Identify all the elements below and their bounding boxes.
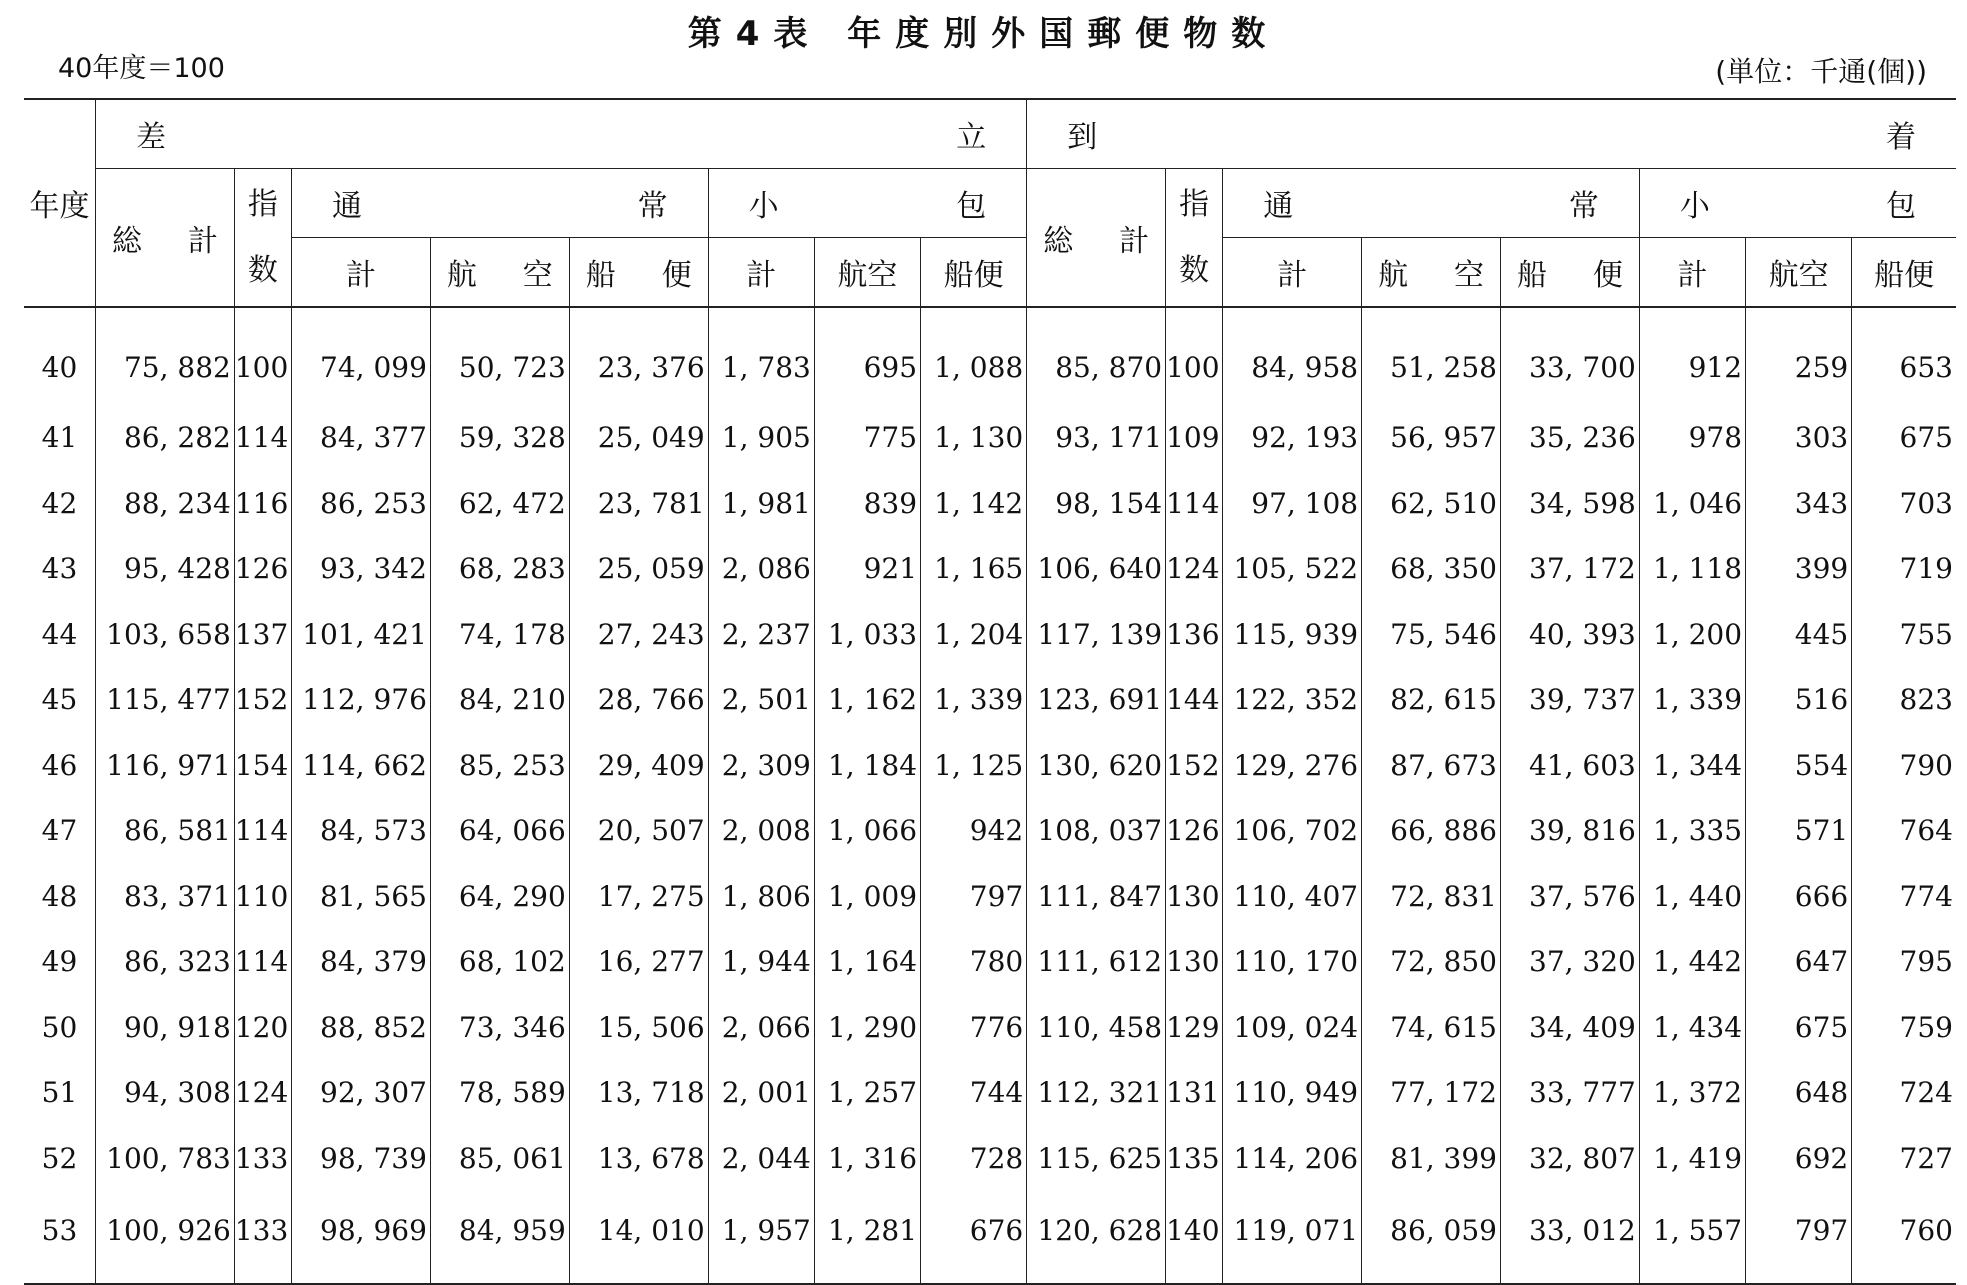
value-cell: 88, 234 bbox=[95, 471, 234, 537]
header-row-3 bbox=[24, 238, 1956, 308]
value-cell: 1, 957 bbox=[708, 1191, 814, 1284]
value-cell: 2, 044 bbox=[708, 1126, 814, 1192]
base-year-note: 40年度＝100 bbox=[58, 53, 225, 84]
received-ordinary-header: 通 常 bbox=[1223, 169, 1640, 238]
value-cell: 675 bbox=[1746, 995, 1852, 1061]
year-cell: 52 bbox=[41, 1141, 78, 1175]
value-cell: 137 bbox=[234, 602, 291, 668]
value-cell: 23, 376 bbox=[569, 307, 708, 405]
sent-index-header bbox=[234, 169, 291, 308]
received-ordinary-sea-header: 船 便 bbox=[1501, 238, 1640, 308]
received-parcel-subtotal-header: 計 bbox=[1639, 238, 1745, 308]
received-index-header bbox=[1166, 169, 1223, 308]
value-cell: 695 bbox=[814, 307, 920, 405]
value-cell: 2, 309 bbox=[708, 733, 814, 799]
value-cell: 144 bbox=[1166, 667, 1223, 733]
sent-ordinary-air-header: 航 空 bbox=[430, 238, 569, 308]
value-cell: 100 bbox=[234, 307, 291, 405]
value-cell: 100, 783 bbox=[95, 1126, 234, 1192]
value-cell: 84, 573 bbox=[292, 798, 431, 864]
value-cell: 1, 009 bbox=[814, 864, 920, 930]
value-cell: 2, 237 bbox=[708, 602, 814, 668]
value-cell: 27, 243 bbox=[569, 602, 708, 668]
sent-header: 差 立 bbox=[95, 99, 1026, 169]
table-row bbox=[24, 405, 1956, 471]
value-cell: 124 bbox=[234, 1060, 291, 1126]
value-cell: 33, 700 bbox=[1501, 307, 1640, 405]
table-row bbox=[24, 602, 1956, 668]
value-cell: 1, 316 bbox=[814, 1126, 920, 1192]
value-cell: 68, 350 bbox=[1362, 536, 1501, 602]
received-total-header: 総 計 bbox=[1027, 169, 1166, 308]
value-cell: 103, 658 bbox=[95, 602, 234, 668]
value-cell: 74, 178 bbox=[430, 602, 569, 668]
value-cell: 108, 037 bbox=[1027, 798, 1166, 864]
table-row bbox=[24, 471, 1956, 537]
value-cell: 647 bbox=[1746, 929, 1852, 995]
received-parcel-air-header: 航空 bbox=[1746, 238, 1852, 308]
year-cell: 43 bbox=[41, 552, 78, 586]
received-ordinary-subtotal-header: 計 bbox=[1223, 238, 1362, 308]
value-cell: 92, 193 bbox=[1223, 405, 1362, 471]
value-cell: 37, 576 bbox=[1501, 864, 1640, 930]
value-cell: 1, 440 bbox=[1639, 864, 1745, 930]
value-cell: 1, 905 bbox=[708, 405, 814, 471]
header-row-2 bbox=[24, 169, 1956, 238]
sent-parcel-sea-header: 船便 bbox=[921, 238, 1027, 308]
value-cell: 912 bbox=[1639, 307, 1745, 405]
value-cell: 81, 399 bbox=[1362, 1126, 1501, 1192]
page-title: 第4表 年度別外国郵便物数 bbox=[687, 14, 1280, 54]
year-cell: 42 bbox=[41, 486, 78, 520]
index-top-label: 指 bbox=[1179, 186, 1210, 222]
value-cell: 724 bbox=[1852, 1060, 1956, 1126]
value-cell: 152 bbox=[234, 667, 291, 733]
value-cell: 72, 850 bbox=[1362, 929, 1501, 995]
table-row bbox=[24, 1060, 1956, 1126]
value-cell: 303 bbox=[1746, 405, 1852, 471]
value-cell: 1, 033 bbox=[814, 602, 920, 668]
unit-note: (単位：千通(個)) bbox=[1715, 55, 1927, 88]
value-cell: 75, 546 bbox=[1362, 602, 1501, 668]
value-cell: 130 bbox=[1166, 864, 1223, 930]
value-cell: 39, 737 bbox=[1501, 667, 1640, 733]
value-cell: 1, 339 bbox=[1639, 667, 1745, 733]
value-cell: 1, 442 bbox=[1639, 929, 1745, 995]
value-cell: 1, 944 bbox=[708, 929, 814, 995]
sent-parcel-header: 小 包 bbox=[708, 169, 1027, 238]
value-cell: 154 bbox=[234, 733, 291, 799]
value-cell: 1, 162 bbox=[814, 667, 920, 733]
value-cell: 101, 421 bbox=[292, 602, 431, 668]
value-cell: 1, 372 bbox=[1639, 1060, 1745, 1126]
value-cell: 86, 323 bbox=[95, 929, 234, 995]
value-cell: 727 bbox=[1852, 1126, 1956, 1192]
received-ordinary-air-header: 航 空 bbox=[1362, 238, 1501, 308]
value-cell: 84, 959 bbox=[430, 1191, 569, 1284]
value-cell: 106, 640 bbox=[1027, 536, 1166, 602]
value-cell: 86, 282 bbox=[95, 405, 234, 471]
value-cell: 114, 206 bbox=[1223, 1126, 1362, 1192]
value-cell: 110, 949 bbox=[1223, 1060, 1362, 1126]
received-parcel-header: 小 包 bbox=[1639, 169, 1956, 238]
value-cell: 259 bbox=[1746, 307, 1852, 405]
value-cell: 68, 102 bbox=[430, 929, 569, 995]
value-cell: 56, 957 bbox=[1362, 405, 1501, 471]
value-cell: 1, 344 bbox=[1639, 733, 1745, 799]
value-cell: 978 bbox=[1639, 405, 1745, 471]
value-cell: 86, 059 bbox=[1362, 1191, 1501, 1284]
value-cell: 50, 723 bbox=[430, 307, 569, 405]
year-cell: 41 bbox=[41, 421, 78, 455]
value-cell: 88, 852 bbox=[292, 995, 431, 1061]
value-cell: 1, 142 bbox=[921, 471, 1027, 537]
value-cell: 34, 598 bbox=[1501, 471, 1640, 537]
value-cell: 445 bbox=[1746, 602, 1852, 668]
value-cell: 100 bbox=[1166, 307, 1223, 405]
value-cell: 1, 164 bbox=[814, 929, 920, 995]
value-cell: 37, 172 bbox=[1501, 536, 1640, 602]
index-top-label: 指 bbox=[247, 186, 278, 222]
value-cell: 1, 130 bbox=[921, 405, 1027, 471]
year-cell: 44 bbox=[41, 617, 78, 651]
value-cell: 120 bbox=[234, 995, 291, 1061]
value-cell: 97, 108 bbox=[1223, 471, 1362, 537]
value-cell: 35, 236 bbox=[1501, 405, 1640, 471]
value-cell: 20, 507 bbox=[569, 798, 708, 864]
year-cell: 47 bbox=[41, 814, 78, 848]
value-cell: 110, 458 bbox=[1027, 995, 1166, 1061]
value-cell: 74, 099 bbox=[292, 307, 431, 405]
table-row bbox=[24, 667, 1956, 733]
value-cell: 1, 434 bbox=[1639, 995, 1745, 1061]
value-cell: 760 bbox=[1852, 1191, 1956, 1284]
value-cell: 1, 204 bbox=[921, 602, 1027, 668]
value-cell: 98, 739 bbox=[292, 1126, 431, 1192]
value-cell: 343 bbox=[1746, 471, 1852, 537]
value-cell: 1, 118 bbox=[1639, 536, 1745, 602]
value-cell: 797 bbox=[1746, 1191, 1852, 1284]
value-cell: 2, 501 bbox=[708, 667, 814, 733]
value-cell: 114, 662 bbox=[292, 733, 431, 799]
value-cell: 1, 290 bbox=[814, 995, 920, 1061]
table-row bbox=[24, 733, 1956, 799]
value-cell: 111, 847 bbox=[1027, 864, 1166, 930]
value-cell: 32, 807 bbox=[1501, 1126, 1640, 1192]
value-cell: 110 bbox=[234, 864, 291, 930]
value-cell: 1, 557 bbox=[1639, 1191, 1745, 1284]
value-cell: 676 bbox=[921, 1191, 1027, 1284]
value-cell: 62, 510 bbox=[1362, 471, 1501, 537]
value-cell: 126 bbox=[1166, 798, 1223, 864]
value-cell: 780 bbox=[921, 929, 1027, 995]
value-cell: 1, 125 bbox=[921, 733, 1027, 799]
value-cell: 122, 352 bbox=[1223, 667, 1362, 733]
value-cell: 39, 816 bbox=[1501, 798, 1640, 864]
value-cell: 1, 165 bbox=[921, 536, 1027, 602]
value-cell: 571 bbox=[1746, 798, 1852, 864]
value-cell: 399 bbox=[1746, 536, 1852, 602]
value-cell: 105, 522 bbox=[1223, 536, 1362, 602]
value-cell: 131 bbox=[1166, 1060, 1223, 1126]
table-row bbox=[24, 798, 1956, 864]
value-cell: 110, 170 bbox=[1223, 929, 1362, 995]
value-cell: 790 bbox=[1852, 733, 1956, 799]
value-cell: 16, 277 bbox=[569, 929, 708, 995]
value-cell: 1, 783 bbox=[708, 307, 814, 405]
value-cell: 85, 061 bbox=[430, 1126, 569, 1192]
value-cell: 115, 939 bbox=[1223, 602, 1362, 668]
value-cell: 15, 506 bbox=[569, 995, 708, 1061]
value-cell: 115, 477 bbox=[95, 667, 234, 733]
value-cell: 152 bbox=[1166, 733, 1223, 799]
value-cell: 110, 407 bbox=[1223, 864, 1362, 930]
value-cell: 648 bbox=[1746, 1060, 1852, 1126]
value-cell: 59, 328 bbox=[430, 405, 569, 471]
value-cell: 116 bbox=[234, 471, 291, 537]
value-cell: 124 bbox=[1166, 536, 1223, 602]
value-cell: 133 bbox=[234, 1191, 291, 1284]
value-cell: 17, 275 bbox=[569, 864, 708, 930]
value-cell: 86, 253 bbox=[292, 471, 431, 537]
value-cell: 728 bbox=[921, 1126, 1027, 1192]
header-row-1 bbox=[24, 99, 1956, 169]
value-cell: 85, 253 bbox=[430, 733, 569, 799]
value-cell: 921 bbox=[814, 536, 920, 602]
foreign-mail-table bbox=[24, 98, 1956, 1285]
value-cell: 25, 049 bbox=[569, 405, 708, 471]
value-cell: 114 bbox=[234, 405, 291, 471]
value-cell: 666 bbox=[1746, 864, 1852, 930]
value-cell: 98, 154 bbox=[1027, 471, 1166, 537]
sent-total-header: 総 計 bbox=[95, 169, 234, 308]
value-cell: 37, 320 bbox=[1501, 929, 1640, 995]
index-bottom-label: 数 bbox=[1179, 252, 1210, 288]
table-row bbox=[24, 1126, 1956, 1192]
value-cell: 1, 419 bbox=[1639, 1126, 1745, 1192]
value-cell: 795 bbox=[1852, 929, 1956, 995]
value-cell: 64, 290 bbox=[430, 864, 569, 930]
sent-ordinary-header: 通 常 bbox=[292, 169, 709, 238]
value-cell: 554 bbox=[1746, 733, 1852, 799]
value-cell: 1, 806 bbox=[708, 864, 814, 930]
value-cell: 112, 321 bbox=[1027, 1060, 1166, 1126]
value-cell: 41, 603 bbox=[1501, 733, 1640, 799]
value-cell: 130, 620 bbox=[1027, 733, 1166, 799]
value-cell: 62, 472 bbox=[430, 471, 569, 537]
value-cell: 78, 589 bbox=[430, 1060, 569, 1126]
value-cell: 100, 926 bbox=[95, 1191, 234, 1284]
value-cell: 115, 625 bbox=[1027, 1126, 1166, 1192]
sent-parcel-air-header: 航空 bbox=[814, 238, 920, 308]
value-cell: 1, 066 bbox=[814, 798, 920, 864]
value-cell: 13, 718 bbox=[569, 1060, 708, 1126]
value-cell: 114 bbox=[234, 929, 291, 995]
table-row bbox=[24, 929, 1956, 995]
value-cell: 77, 172 bbox=[1362, 1060, 1501, 1126]
value-cell: 1, 184 bbox=[814, 733, 920, 799]
value-cell: 1, 335 bbox=[1639, 798, 1745, 864]
value-cell: 2, 001 bbox=[708, 1060, 814, 1126]
value-cell: 744 bbox=[921, 1060, 1027, 1126]
value-cell: 776 bbox=[921, 995, 1027, 1061]
value-cell: 1, 257 bbox=[814, 1060, 920, 1126]
year-cell: 48 bbox=[41, 879, 78, 913]
table-row bbox=[24, 307, 1956, 405]
value-cell: 84, 958 bbox=[1223, 307, 1362, 405]
value-cell: 120, 628 bbox=[1027, 1191, 1166, 1284]
sent-parcel-subtotal-header: 計 bbox=[708, 238, 814, 308]
value-cell: 2, 086 bbox=[708, 536, 814, 602]
value-cell: 133 bbox=[234, 1126, 291, 1192]
value-cell: 28, 766 bbox=[569, 667, 708, 733]
value-cell: 755 bbox=[1852, 602, 1956, 668]
value-cell: 13, 678 bbox=[569, 1126, 708, 1192]
table-body bbox=[24, 307, 1956, 1284]
value-cell: 1, 200 bbox=[1639, 602, 1745, 668]
value-cell: 764 bbox=[1852, 798, 1956, 864]
sent-ordinary-sea-header: 船 便 bbox=[569, 238, 708, 308]
value-cell: 29, 409 bbox=[569, 733, 708, 799]
value-cell: 40, 393 bbox=[1501, 602, 1640, 668]
value-cell: 123, 691 bbox=[1027, 667, 1166, 733]
year-cell: 45 bbox=[41, 683, 78, 717]
value-cell: 98, 969 bbox=[292, 1191, 431, 1284]
year-cell: 50 bbox=[41, 1010, 78, 1044]
value-cell: 14, 010 bbox=[569, 1191, 708, 1284]
value-cell: 23, 781 bbox=[569, 471, 708, 537]
value-cell: 83, 371 bbox=[95, 864, 234, 930]
value-cell: 64, 066 bbox=[430, 798, 569, 864]
year-cell: 40 bbox=[41, 351, 78, 384]
index-bottom-label: 数 bbox=[247, 252, 278, 288]
value-cell: 73, 346 bbox=[430, 995, 569, 1061]
value-cell: 1, 088 bbox=[921, 307, 1027, 405]
value-cell: 68, 283 bbox=[430, 536, 569, 602]
value-cell: 84, 377 bbox=[292, 405, 431, 471]
received-header: 到 着 bbox=[1027, 99, 1956, 169]
value-cell: 136 bbox=[1166, 602, 1223, 668]
year-cell: 49 bbox=[41, 945, 78, 979]
table-row bbox=[24, 1191, 1956, 1284]
sent-ordinary-subtotal-header: 計 bbox=[292, 238, 431, 308]
value-cell: 93, 171 bbox=[1027, 405, 1166, 471]
value-cell: 119, 071 bbox=[1223, 1191, 1362, 1284]
value-cell: 109, 024 bbox=[1223, 995, 1362, 1061]
value-cell: 1, 981 bbox=[708, 471, 814, 537]
value-cell: 112, 976 bbox=[292, 667, 431, 733]
value-cell: 84, 210 bbox=[430, 667, 569, 733]
value-cell: 130 bbox=[1166, 929, 1223, 995]
year-cell: 53 bbox=[24, 1191, 95, 1284]
value-cell: 75, 882 bbox=[95, 307, 234, 405]
value-cell: 106, 702 bbox=[1223, 798, 1362, 864]
value-cell: 84, 379 bbox=[292, 929, 431, 995]
value-cell: 775 bbox=[814, 405, 920, 471]
value-cell: 140 bbox=[1166, 1191, 1223, 1284]
value-cell: 126 bbox=[234, 536, 291, 602]
value-cell: 93, 342 bbox=[292, 536, 431, 602]
value-cell: 92, 307 bbox=[292, 1060, 431, 1126]
value-cell: 823 bbox=[1852, 667, 1956, 733]
value-cell: 942 bbox=[921, 798, 1027, 864]
value-cell: 129 bbox=[1166, 995, 1223, 1061]
value-cell: 25, 059 bbox=[569, 536, 708, 602]
value-cell: 34, 409 bbox=[1501, 995, 1640, 1061]
value-cell: 516 bbox=[1746, 667, 1852, 733]
value-cell: 117, 139 bbox=[1027, 602, 1166, 668]
table-row bbox=[24, 864, 1956, 930]
value-cell: 85, 870 bbox=[1027, 307, 1166, 405]
value-cell: 759 bbox=[1852, 995, 1956, 1061]
value-cell: 72, 831 bbox=[1362, 864, 1501, 930]
value-cell: 33, 012 bbox=[1501, 1191, 1640, 1284]
value-cell: 116, 971 bbox=[95, 733, 234, 799]
value-cell: 129, 276 bbox=[1223, 733, 1362, 799]
value-cell: 33, 777 bbox=[1501, 1060, 1640, 1126]
year-cell: 46 bbox=[41, 748, 78, 782]
value-cell: 1, 281 bbox=[814, 1191, 920, 1284]
value-cell: 692 bbox=[1746, 1126, 1852, 1192]
value-cell: 2, 066 bbox=[708, 995, 814, 1061]
value-cell: 66, 886 bbox=[1362, 798, 1501, 864]
value-cell: 95, 428 bbox=[95, 536, 234, 602]
value-cell: 111, 612 bbox=[1027, 929, 1166, 995]
value-cell: 797 bbox=[921, 864, 1027, 930]
value-cell: 82, 615 bbox=[1362, 667, 1501, 733]
value-cell: 1, 046 bbox=[1639, 471, 1745, 537]
value-cell: 114 bbox=[234, 798, 291, 864]
value-cell: 74, 615 bbox=[1362, 995, 1501, 1061]
table-row bbox=[24, 995, 1956, 1061]
received-parcel-sea-header: 船便 bbox=[1852, 238, 1956, 308]
value-cell: 135 bbox=[1166, 1126, 1223, 1192]
value-cell: 81, 565 bbox=[292, 864, 431, 930]
value-cell: 51, 258 bbox=[1362, 307, 1501, 405]
value-cell: 653 bbox=[1852, 307, 1956, 405]
value-cell: 114 bbox=[1166, 471, 1223, 537]
value-cell: 94, 308 bbox=[95, 1060, 234, 1126]
year-cell: 51 bbox=[41, 1076, 78, 1110]
value-cell: 2, 008 bbox=[708, 798, 814, 864]
value-cell: 719 bbox=[1852, 536, 1956, 602]
value-cell: 109 bbox=[1166, 405, 1223, 471]
value-cell: 839 bbox=[814, 471, 920, 537]
year-header: 年度 bbox=[24, 99, 95, 307]
value-cell: 1, 339 bbox=[921, 667, 1027, 733]
table-row bbox=[24, 536, 1956, 602]
value-cell: 774 bbox=[1852, 864, 1956, 930]
value-cell: 86, 581 bbox=[95, 798, 234, 864]
value-cell: 90, 918 bbox=[95, 995, 234, 1061]
value-cell: 703 bbox=[1852, 471, 1956, 537]
value-cell: 87, 673 bbox=[1362, 733, 1501, 799]
value-cell: 675 bbox=[1852, 405, 1956, 471]
